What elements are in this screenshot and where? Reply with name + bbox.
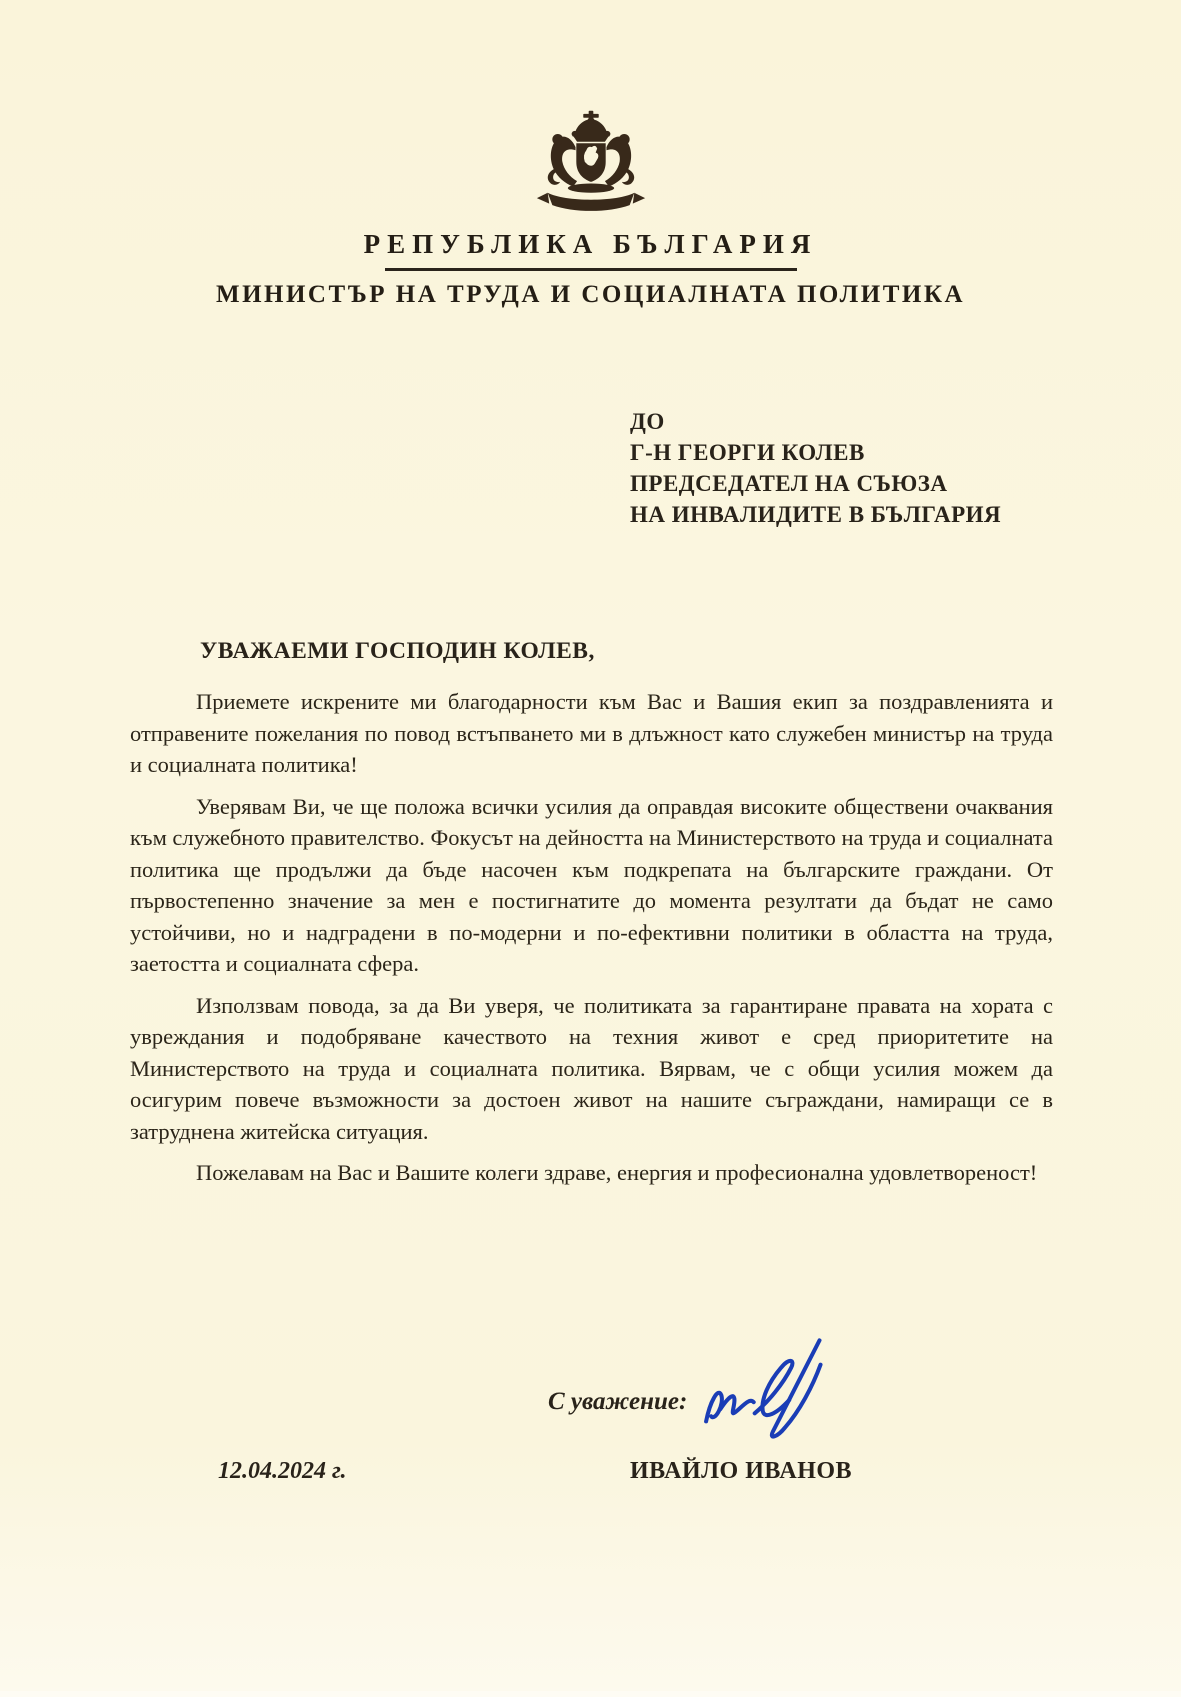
recipient-line: ПРЕДСЕДАТЕЛ НА СЪЮЗА (630, 471, 948, 496)
paragraph: Използвам повода, за да Ви уверя, че политиката за гарантиране правата на хората с увреждания и подобряване качеството на техния живот е сред приоритетите на Министерството на труда и социалната политика. Вярвам, че с общи усилия можем да осигурим повече възможности за достоен живот на нашите съграждани, намиращи се в затруднена житейска ситуация. (130, 992, 1053, 1144)
signer-name: ИВАЙЛО ИВАНОВ (630, 1458, 853, 1484)
republic-title: РЕПУБЛИКА БЪЛГАРИЯ (363, 229, 818, 259)
scan-edge (0, 1691, 1181, 1697)
handwritten-signature-icon (698, 1334, 860, 1448)
bulgaria-coat-of-arms-icon (529, 110, 653, 226)
recipient-block (630, 406, 1001, 530)
paragraph: Пожелавам на Вас и Вашите колеги здраве, енергия и професионална удовлетвореност! (196, 1160, 1038, 1185)
recipient-line: НА ИНВАЛИДИТЕ В БЪЛГАРИЯ (630, 502, 1002, 527)
ministry-title: МИНИСТЪР НА ТРУДА И СОЦИАЛНАТА ПОЛИТИКА (215, 281, 966, 308)
letter-body (130, 686, 1053, 1199)
letter-date: 12.04.2024 г. (218, 1458, 347, 1484)
closing-regards: С уважение: (548, 1388, 688, 1415)
recipient-line: ДО (630, 409, 665, 434)
paragraph: Приемете искрените ми благодарности към Вас и Вашия екип за поздравленията и отправените пожелания по повод встъпването ми в длъжност като служебен министър на труда и социалната политика! (130, 689, 1053, 777)
title-divider (385, 268, 797, 271)
salutation: УВАЖАЕМИ ГОСПОДИН КОЛЕВ, (200, 638, 595, 664)
recipient-line: Г-Н ГЕОРГИ КОЛЕВ (630, 440, 865, 465)
paragraph: Уверявам Ви, че ще положа всички усилия да оправдая високите обществени очаквания към служебното правителство. Фокусът на дейността на Министерството на труда и социалната политика ще продължи да бъде насочен към подкрепата на българските граждани. От първостепенно значение за мен е постигнатите до момента резултати да бъдат не само устойчиви, но и надградени в по-модерни и по-ефективни политики в областта на труда, заетостта и социалната сфера. (130, 793, 1053, 976)
